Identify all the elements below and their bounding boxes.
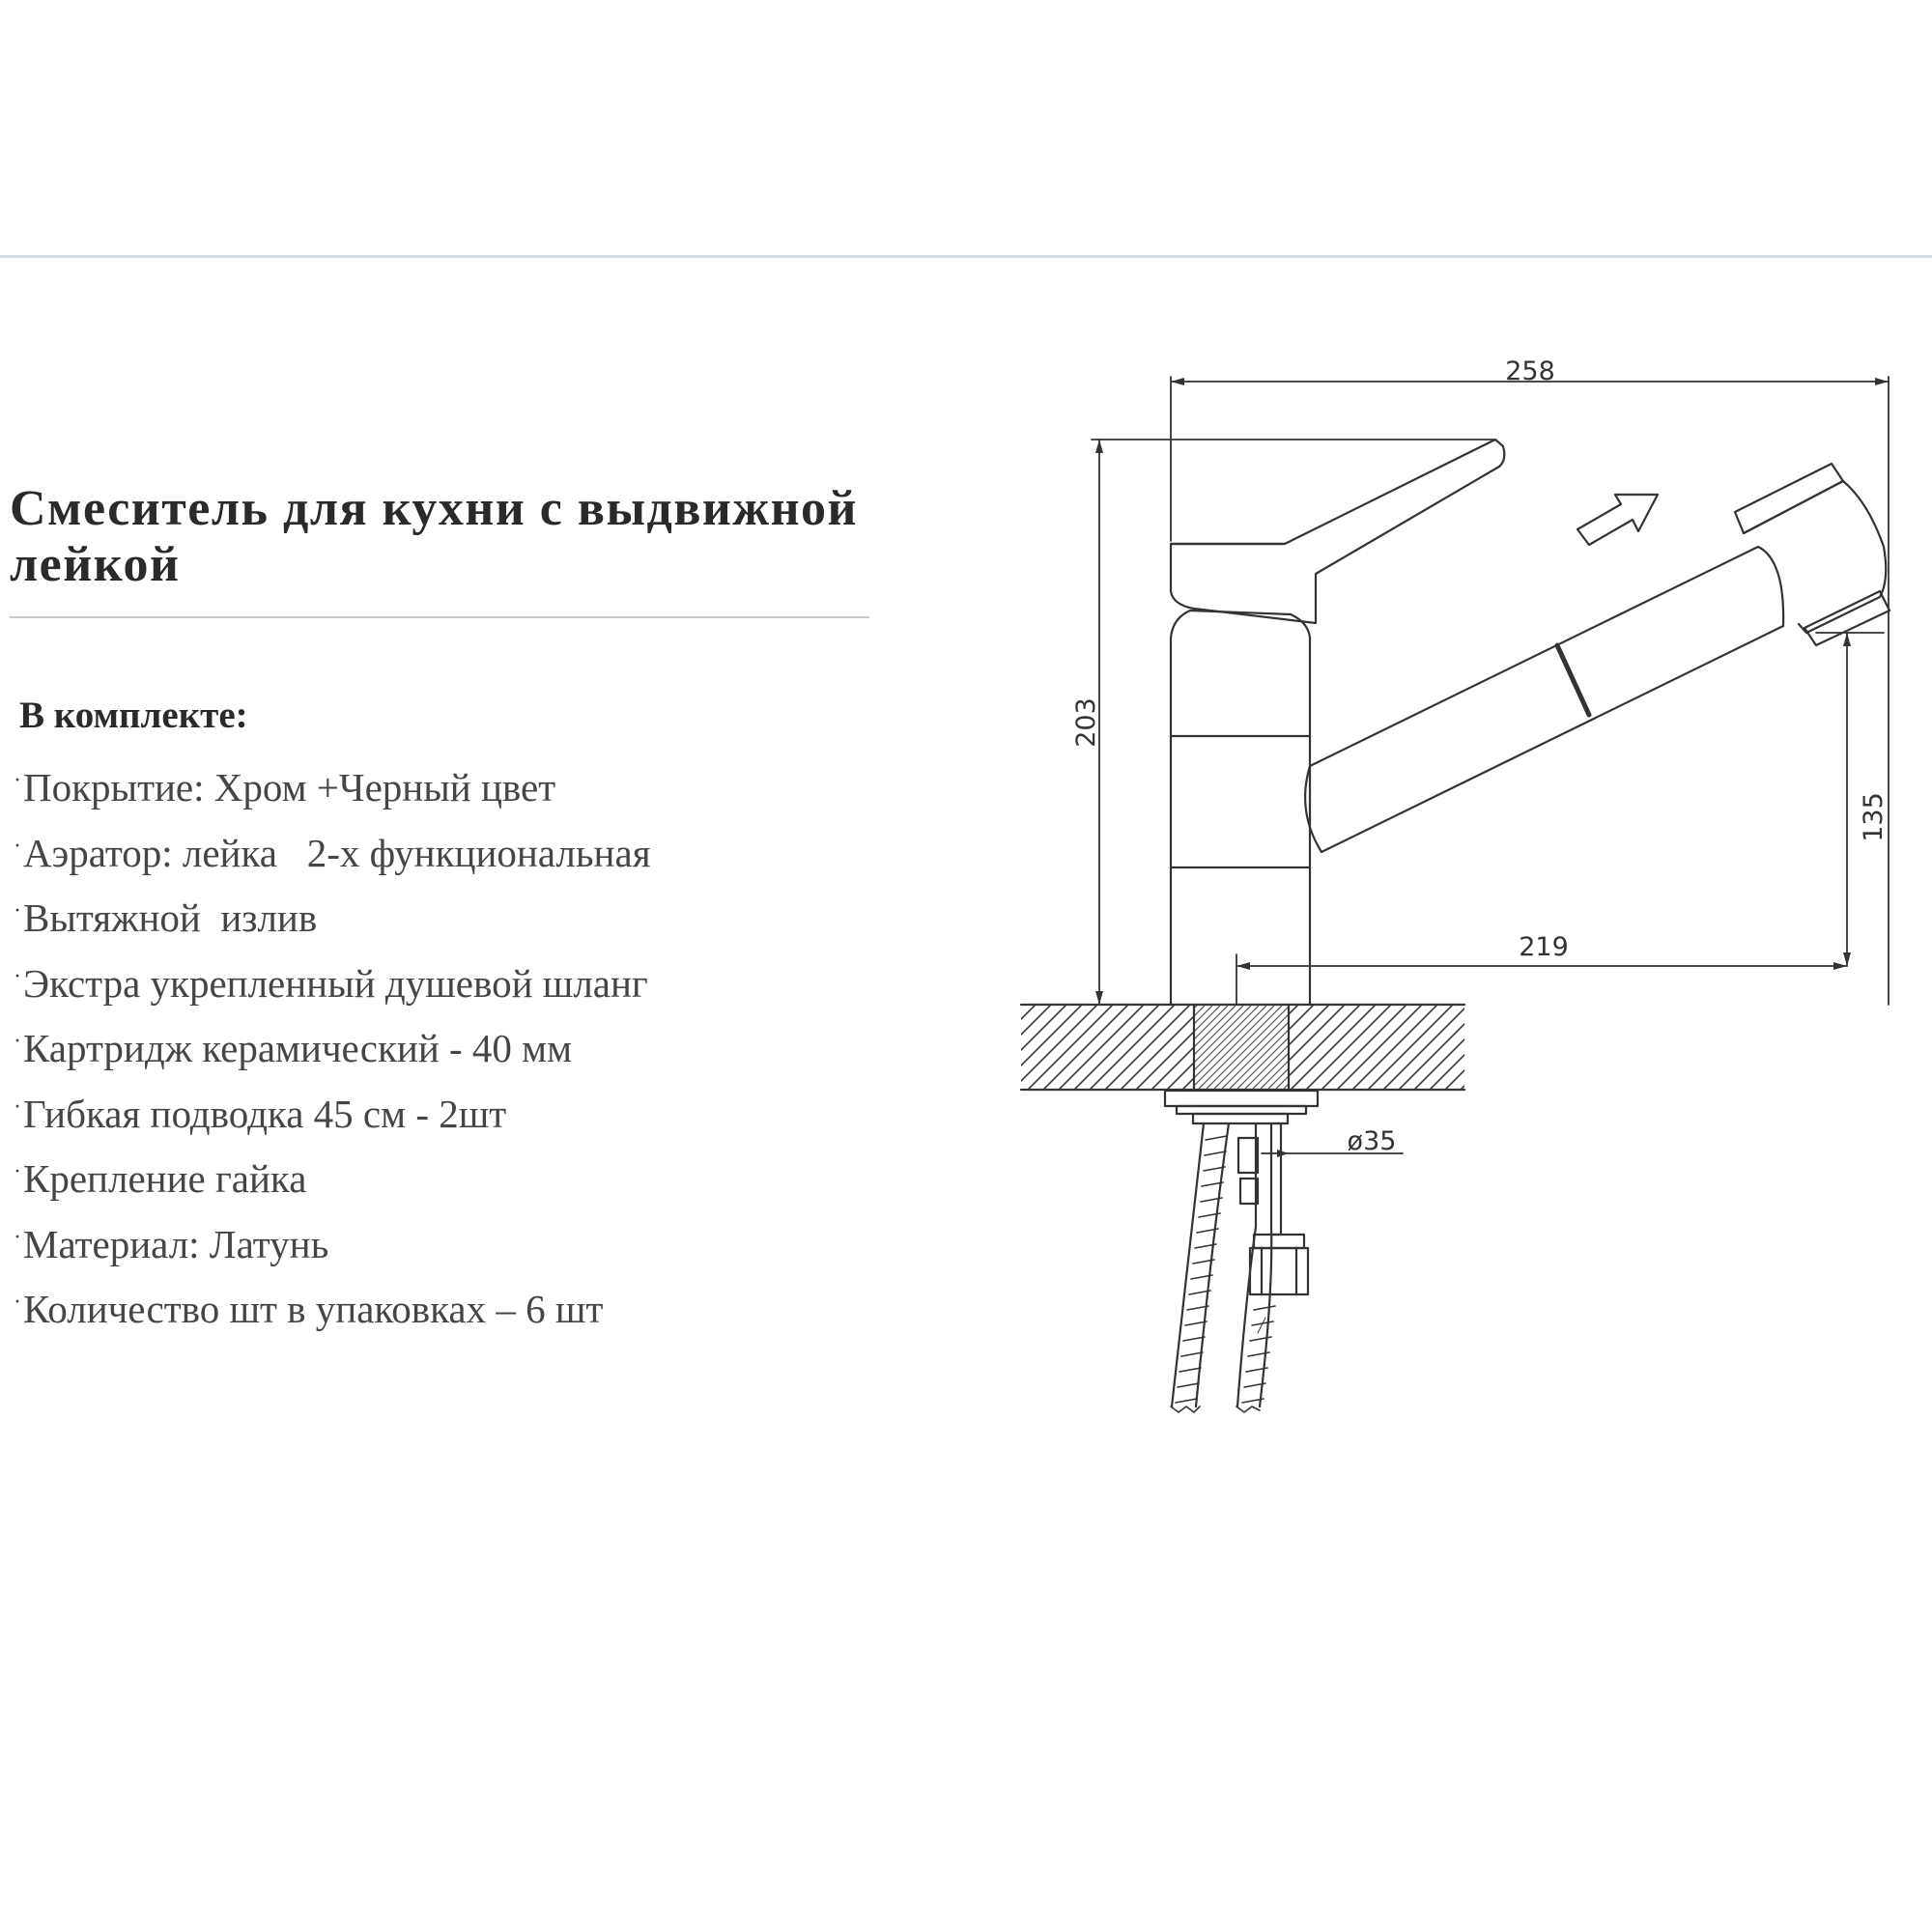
supply-hoses <box>1172 1123 1308 1406</box>
spec-heading: В комплекте: <box>19 695 248 736</box>
spec-item: ·Покрытие: Хром +Черный цвет <box>14 765 556 810</box>
spray-head <box>1735 464 1889 645</box>
dimension-mount-diameter: ø35 <box>1347 1126 1397 1156</box>
spec-item: ·Количество шт в упаковках – 6 шт <box>14 1287 604 1331</box>
lever-handle <box>1171 440 1504 623</box>
spec-item: ·Крепление гайка <box>14 1156 307 1201</box>
faucet-body <box>1171 611 1310 1005</box>
pull-out-arrow-icon <box>1577 495 1658 545</box>
page-title: Смеситель для кухни с выдвижной лейкой <box>10 481 859 592</box>
spec-item: ·Аэратор: лейка 2-х функциональная <box>14 830 651 875</box>
dimension-spout-reach: 219 <box>1519 932 1569 962</box>
spec-item: ·Материал: Латунь <box>14 1221 329 1266</box>
countertop-section <box>1021 1005 1464 1090</box>
spec-item: ·Картридж керамический - 40 мм <box>14 1026 573 1070</box>
dimension-total-height: 203 <box>1071 697 1101 748</box>
spout <box>1305 547 1783 852</box>
dimension-total-length: 258 <box>1505 356 1555 386</box>
spec-item: ·Вытяжной излив <box>14 895 318 940</box>
spec-item: ·Экстра укрепленный душевой шланг <box>14 960 648 1006</box>
dimension-spout-height: 135 <box>1859 792 1889 842</box>
mounting-nut <box>1165 1091 1318 1123</box>
spec-item: ·Гибкая подводка 45 см - 2шт <box>14 1091 507 1136</box>
